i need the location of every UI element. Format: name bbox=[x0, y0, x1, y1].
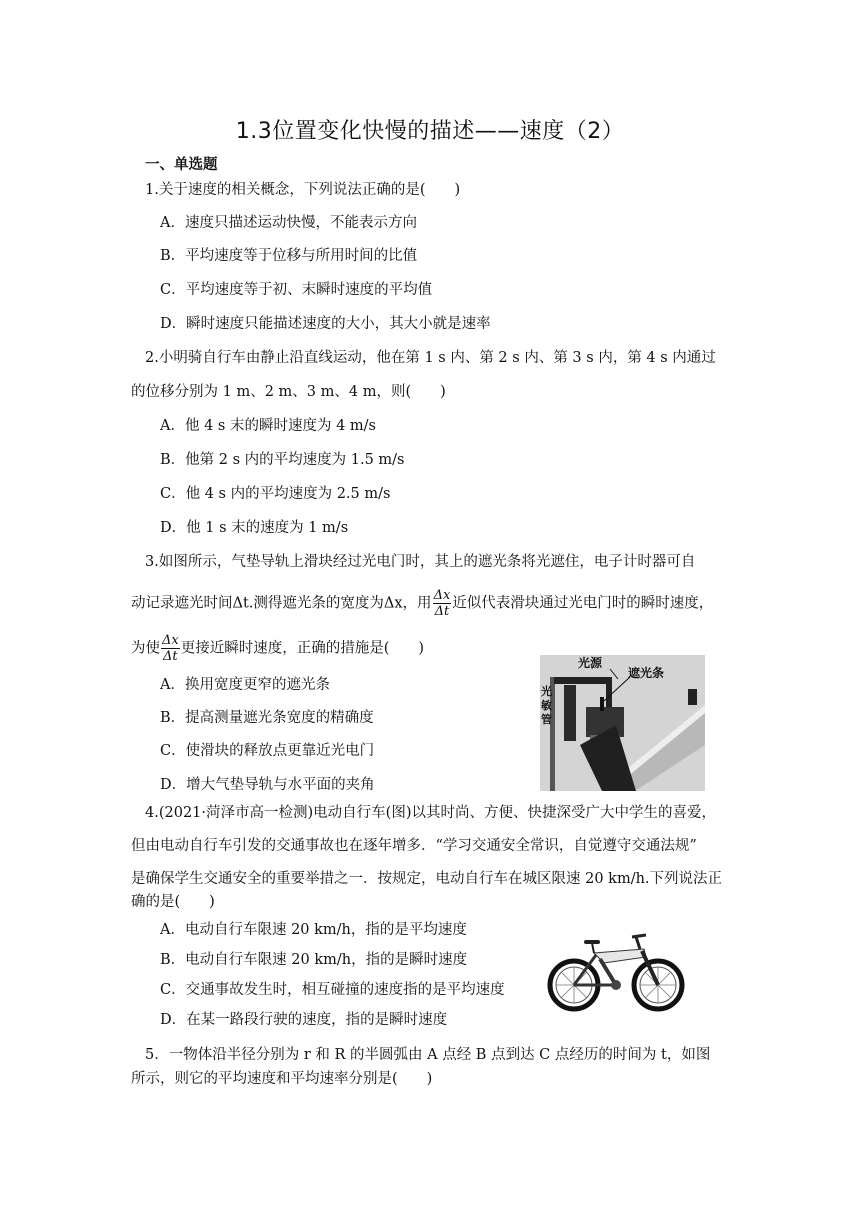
question-3-line-3a: 为使 bbox=[131, 640, 160, 657]
question-3-option-a[interactable]: A．换用宽度更窄的遮光条 bbox=[160, 677, 330, 693]
air-track-photogate-figure bbox=[540, 655, 705, 791]
question-1-stem: 1.关于速度的相关概念，下列说法正确的是( ) bbox=[145, 182, 461, 198]
question-3-line-2b: 近似代表滑块通过光电门时的瞬时速度， bbox=[452, 595, 714, 612]
fraction-denominator: Δt bbox=[163, 649, 178, 664]
question-4-option-d[interactable]: D．在某一路段行驶的速度，指的是瞬时速度 bbox=[160, 1012, 448, 1028]
fraction-dx-dt bbox=[161, 633, 180, 664]
label-light-source: 光源 bbox=[578, 656, 603, 670]
electric-bicycle-figure bbox=[546, 933, 686, 1013]
question-1-option-b[interactable]: B．平均速度等于位移与所用时间的比值 bbox=[160, 248, 418, 264]
question-3-line-3b: 更接近瞬时速度，正确的措施是( ) bbox=[180, 640, 425, 657]
question-2-stem-cont: 的位移分别为 1 m、2 m、3 m、4 m，则( ) bbox=[131, 384, 446, 400]
question-3-line-2 bbox=[131, 588, 713, 619]
question-3-option-d[interactable]: D．增大气垫导轨与水平面的夹角 bbox=[160, 777, 375, 793]
question-2-option-d[interactable]: D．他 1 s 末的速度为 1 m/s bbox=[160, 520, 349, 536]
fraction-dx-dt bbox=[433, 588, 452, 619]
question-4-stem-cont-2: 是确保学生交通安全的重要举措之一．按规定，电动自行车在城区限速 20 km/h.下列说法正 bbox=[131, 871, 723, 887]
question-1-option-d[interactable]: D．瞬时速度只能描述速度的大小，其大小就是速率 bbox=[160, 316, 491, 332]
question-1-option-c[interactable]: C．平均速度等于初、末瞬时速度的平均值 bbox=[160, 282, 433, 298]
question-5-stem: 5．一物体沿半径分别为 r 和 R 的半圆弧由 A 点经 B 点到达 C 点经历的时间为 t，如图 bbox=[145, 1047, 711, 1063]
question-5-stem-cont: 所示，则它的平均速度和平均速率分别是( ) bbox=[131, 1071, 433, 1087]
air-track-drawing bbox=[540, 655, 705, 791]
question-4-stem-cont-3: 确的是( ) bbox=[131, 894, 215, 910]
question-4-stem: 4.(2021·菏泽市高一检测)电动自行车(图)以其时尚、方便、快捷深受广大中学生的喜爱， bbox=[145, 805, 716, 821]
label-photo-tube: 光敏管 bbox=[541, 685, 552, 726]
question-3-stem: 3.如图所示，气垫导轨上滑块经过光电门时，其上的遮光条将光遮住，电子计时器可自 bbox=[145, 554, 696, 570]
fraction-numerator: Δx bbox=[433, 588, 451, 603]
fraction-numerator: Δx bbox=[162, 633, 179, 648]
question-1-option-a[interactable]: A．速度只描述运动快慢，不能表示方向 bbox=[160, 215, 417, 231]
question-3-line-2a: 动记录遮光时间Δt.测得遮光条的宽度为Δx，用 bbox=[131, 595, 432, 612]
question-3-option-c[interactable]: C．使滑块的释放点更靠近光电门 bbox=[160, 743, 375, 759]
section-heading: 一、单选题 bbox=[145, 157, 218, 173]
label-shading-strip: 遮光条 bbox=[628, 666, 665, 680]
question-3-option-b[interactable]: B．提高测量遮光条宽度的精确度 bbox=[160, 710, 374, 726]
question-2-option-c[interactable]: C．他 4 s 内的平均速度为 2.5 m/s bbox=[160, 486, 391, 502]
fraction-denominator: Δt bbox=[434, 604, 450, 619]
question-4-option-c[interactable]: C．交通事故发生时，相互碰撞的速度指的是平均速度 bbox=[160, 982, 505, 998]
question-4-option-a[interactable]: A．电动自行车限速 20 km/h，指的是平均速度 bbox=[160, 922, 467, 938]
question-3-line-3 bbox=[131, 633, 424, 664]
question-2-stem: 2.小明骑自行车由静止沿直线运动，他在第 1 s 内、第 2 s 内、第 3 s 内，第 4 s 内通过 bbox=[145, 350, 716, 366]
page-title: 1.3位置变化快慢的描述——速度（2） bbox=[235, 119, 625, 144]
question-2-option-a[interactable]: A．他 4 s 末的瞬时速度为 4 m/s bbox=[160, 418, 376, 434]
question-2-option-b[interactable]: B．他第 2 s 内的平均速度为 1.5 m/s bbox=[160, 452, 405, 468]
question-4-option-b[interactable]: B．电动自行车限速 20 km/h，指的是瞬时速度 bbox=[160, 952, 468, 968]
question-4-stem-cont-1: 但由电动自行车引发的交通事故也在逐年增多．“学习交通安全常识，自觉遵守交通法规” bbox=[131, 838, 697, 854]
bicycle-drawing bbox=[546, 933, 686, 1013]
